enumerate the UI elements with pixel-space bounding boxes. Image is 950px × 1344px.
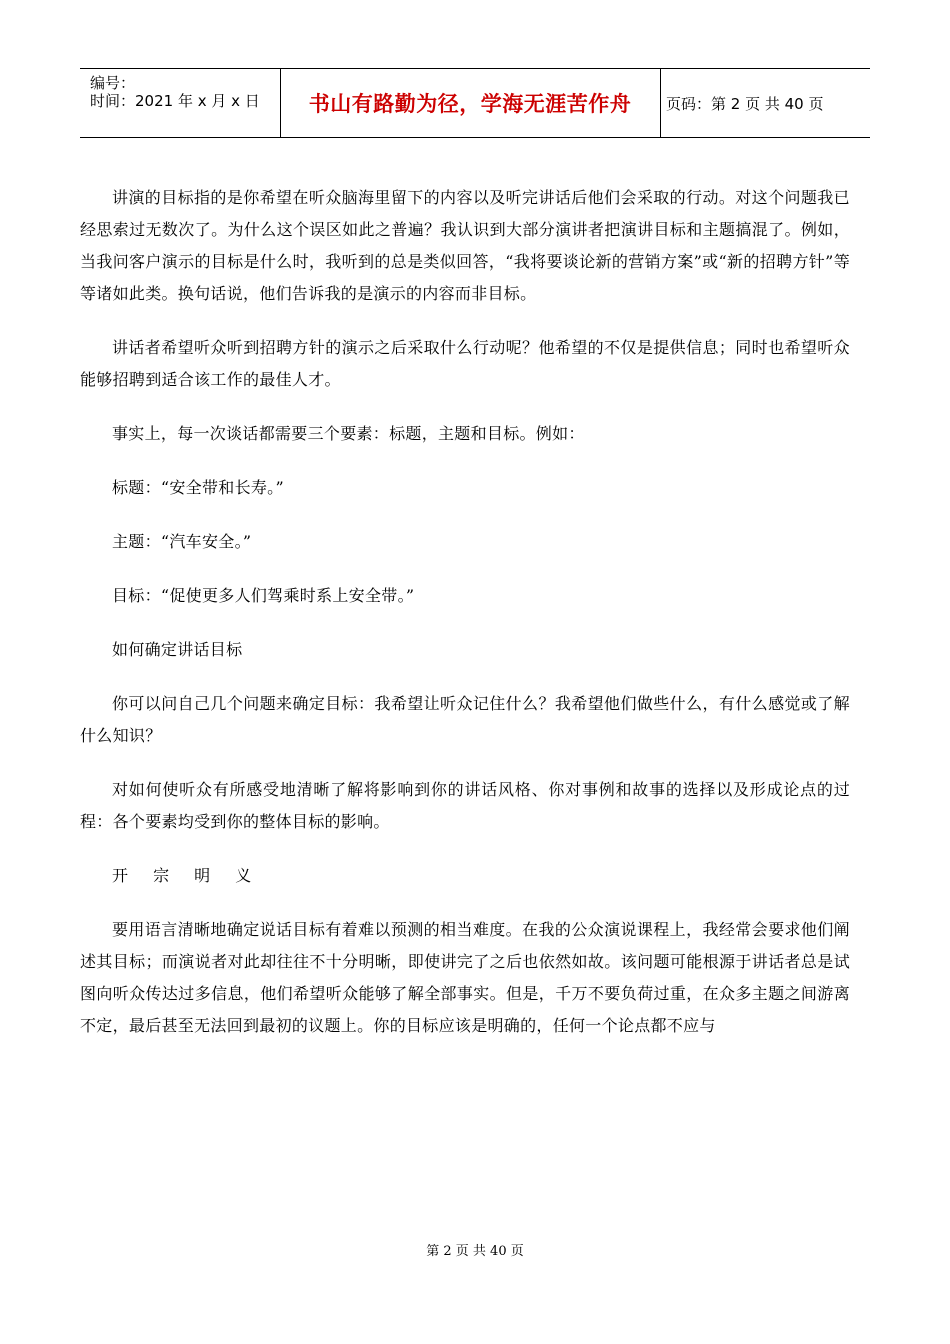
header-meta xyxy=(80,69,281,137)
header-motto: 书山有路勤为径，学海无涯苦作舟 xyxy=(280,69,661,137)
paragraph-5: 对如何使听众有所感受地清晰了解将影响到你的讲话风格、你对事例和故事的选择以及形成论点的过程：各个要素均受到你的整体目标的影响。 xyxy=(80,780,850,831)
paragraph-6: 要用语言清晰地确定说话目标有着难以预测的相当难度。在我的公众演说课程上，我经常会要求他们阐述其目标；而演说者对此却往往不十分明晰，即使讲完了之后也依然如故。该问题可能根源于讲话者总是试图向听众传达过多信息，他们希望听众能够了解全部事实。但是，千万不要负荷过重，在众多主题之间游离不定，最后甚至无法回到最初的议题上。你的目标应该是明确的，任何一个论点都不应与 xyxy=(80,920,850,1035)
header-page-info: 页码：第 2 页 共 40 页 xyxy=(666,94,824,113)
section-heading-kaizong: 开 宗 明 义 xyxy=(112,866,262,885)
example-theme: 主题：“汽车安全。” xyxy=(112,532,252,551)
document-date: 时间：2021 年 x 月 x 日 xyxy=(90,92,260,110)
document-number: 编号： xyxy=(90,74,136,92)
paragraph-3: 事实上，每一次谈话都需要三个要素：标题，主题和目标。例如： xyxy=(112,424,585,443)
document-body xyxy=(80,182,850,1042)
page-footer: 第 2 页 共 40 页 xyxy=(426,1244,524,1259)
example-title: 标题：“安全带和长寿。” xyxy=(112,478,284,497)
paragraph-2: 讲话者希望听众听到招聘方针的演示之后采取什么行动呢？他希望的不仅是提供信息；同时也希望听众能够招聘到适合该工作的最佳人才。 xyxy=(80,338,850,389)
page-header xyxy=(80,68,870,138)
paragraph-4: 你可以问自己几个问题来确定目标：我希望让听众记住什么？我希望他们做些什么，有什么感觉或了解什么知识？ xyxy=(80,694,850,745)
section-heading-goal: 如何确定讲话目标 xyxy=(112,640,243,659)
example-goal: 目标：“促使更多人们驾乘时系上安全带。” xyxy=(112,586,415,605)
paragraph-1: 讲演的目标指的是你希望在听众脑海里留下的内容以及听完讲话后他们会采取的行动。对这个问题我已经思索过无数次了。为什么这个误区如此之普遍？我认识到大部分演讲者把演讲目标和主题搞混了。例如，当我问客户演示的目标是什么时，我听到的总是类似回答，“我将要谈论新的营销方案”或“新的招聘方针”等等诸如此类。换句话说，他们告诉我的是演示的内容而非目标。 xyxy=(80,188,850,303)
